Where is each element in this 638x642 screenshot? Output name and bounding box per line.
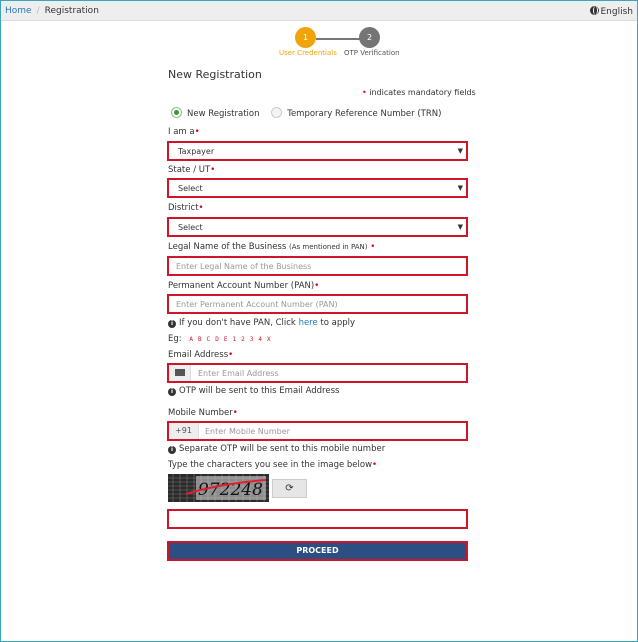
envelope-icon-addon (169, 365, 191, 381)
legal-name-label (168, 242, 375, 252)
captcha-label-text: Type the characters you see in the image below (168, 460, 373, 470)
radio-trn-label: Temporary Reference Number (TRN) (287, 109, 442, 119)
pan-hint-suffix: to apply (320, 318, 356, 328)
pan-placeholder: Enter Permanent Account Number (PAN) (176, 300, 338, 309)
state-label (168, 165, 215, 175)
email-label-text: Email Address (168, 350, 229, 360)
email-hint-text: OTP will be sent to this Email Address (179, 386, 340, 396)
mobile-placeholder: Enter Mobile Number (205, 427, 290, 436)
radio-trn[interactable] (271, 107, 282, 118)
chevron-down-icon: ▼ (457, 184, 463, 192)
refresh-captcha-button[interactable] (272, 479, 307, 498)
radio-new-registration[interactable] (171, 107, 182, 118)
required-mark: • (372, 460, 378, 470)
district-select[interactable] (167, 217, 468, 237)
step-1-circle: 1 (295, 27, 316, 48)
legal-name-label-text: Legal Name of the Business (168, 242, 287, 252)
email-input[interactable] (167, 363, 468, 383)
pan-example-char: 1 (232, 336, 237, 343)
pan-label-text: Permanent Account Number (PAN) (168, 281, 315, 291)
captcha-image (168, 474, 269, 502)
pan-apply-link[interactable]: here (298, 318, 318, 328)
mobile-label (168, 408, 238, 418)
district-select-value: Select (178, 223, 203, 232)
chevron-down-icon: ▼ (457, 147, 463, 155)
district-label-text: District (168, 203, 199, 213)
state-label-text: State / UT (168, 165, 211, 175)
legal-name-placeholder: Enter Legal Name of the Business (176, 262, 312, 271)
pan-example-char: 3 (249, 336, 254, 343)
breadcrumb-separator: / (36, 6, 40, 16)
legal-name-note: (As mentioned in PAN) (289, 243, 368, 251)
proceed-button[interactable]: PROCEED (167, 541, 468, 561)
language-label: English (600, 7, 633, 17)
pan-example-char: E (223, 336, 228, 343)
pan-example-char: 4 (258, 336, 262, 343)
pan-hint-text: If you don't have PAN, Click (179, 318, 296, 328)
state-select-value: Select (178, 184, 203, 193)
top-bar (1, 1, 637, 21)
required-mark: • (370, 242, 376, 252)
info-icon: i (168, 446, 176, 454)
breadcrumb (5, 6, 99, 16)
mobile-prefix: +91 (169, 423, 199, 439)
email-hint (168, 386, 339, 396)
iam-select-value: Taxpayer (178, 147, 215, 156)
email-placeholder: Enter Email Address (198, 369, 279, 378)
mobile-input[interactable] (167, 421, 468, 441)
required-mark: • (232, 408, 238, 418)
iam-label (168, 127, 200, 137)
stepper-connector (316, 38, 360, 40)
pan-example-label: Eg: (168, 334, 182, 344)
required-mark: • (210, 165, 216, 175)
breadcrumb-home-link[interactable]: Home (5, 6, 32, 16)
pan-example-char: 2 (241, 336, 245, 343)
pan-example-char: X (266, 336, 271, 343)
pan-example (168, 334, 271, 344)
step-2-label: OTP Verification (344, 49, 400, 57)
iam-label-text: I am a (168, 127, 195, 137)
state-select[interactable] (167, 178, 468, 198)
step-2-circle: 2 (359, 27, 380, 48)
globe-icon (590, 6, 599, 15)
pan-example-char: D (215, 336, 219, 343)
iam-select[interactable] (167, 141, 468, 161)
mobile-hint (168, 444, 385, 454)
mandatory-note (362, 88, 476, 97)
required-mark: • (314, 281, 320, 291)
required-mark: • (228, 350, 234, 360)
info-icon: i (168, 320, 176, 328)
mobile-label-text: Mobile Number (168, 408, 233, 418)
required-mark: • (362, 88, 367, 97)
district-label (168, 203, 204, 213)
legal-name-input[interactable] (167, 256, 468, 276)
pan-example-chars (184, 334, 270, 344)
required-mark: • (194, 127, 200, 137)
refresh-icon: ⟳ (285, 483, 294, 494)
captcha-label (168, 460, 377, 470)
mandatory-note-text: indicates mandatory fields (369, 88, 476, 97)
chevron-down-icon: ▼ (457, 223, 463, 231)
email-label (168, 350, 233, 360)
language-selector[interactable] (590, 6, 634, 17)
captcha-input[interactable] (167, 509, 468, 529)
pan-input[interactable] (167, 294, 468, 314)
breadcrumb-current: Registration (44, 6, 99, 16)
required-mark: • (198, 203, 204, 213)
step-1-label: User Credentials (279, 49, 337, 57)
captcha-graphic (168, 474, 269, 502)
envelope-icon (175, 369, 185, 376)
pan-label (168, 281, 319, 291)
radio-new-registration-label: New Registration (187, 109, 260, 119)
pan-hint (168, 318, 355, 328)
mobile-hint-text: Separate OTP will be sent to this mobile number (179, 444, 386, 454)
pan-example-char: B (197, 336, 202, 343)
pan-example-char: A (189, 336, 193, 343)
captcha-text: 972248 (198, 480, 263, 500)
info-icon: i (168, 388, 176, 396)
pan-example-char: C (206, 336, 211, 343)
page-title: New Registration (168, 68, 262, 81)
registration-type-group (171, 107, 450, 119)
